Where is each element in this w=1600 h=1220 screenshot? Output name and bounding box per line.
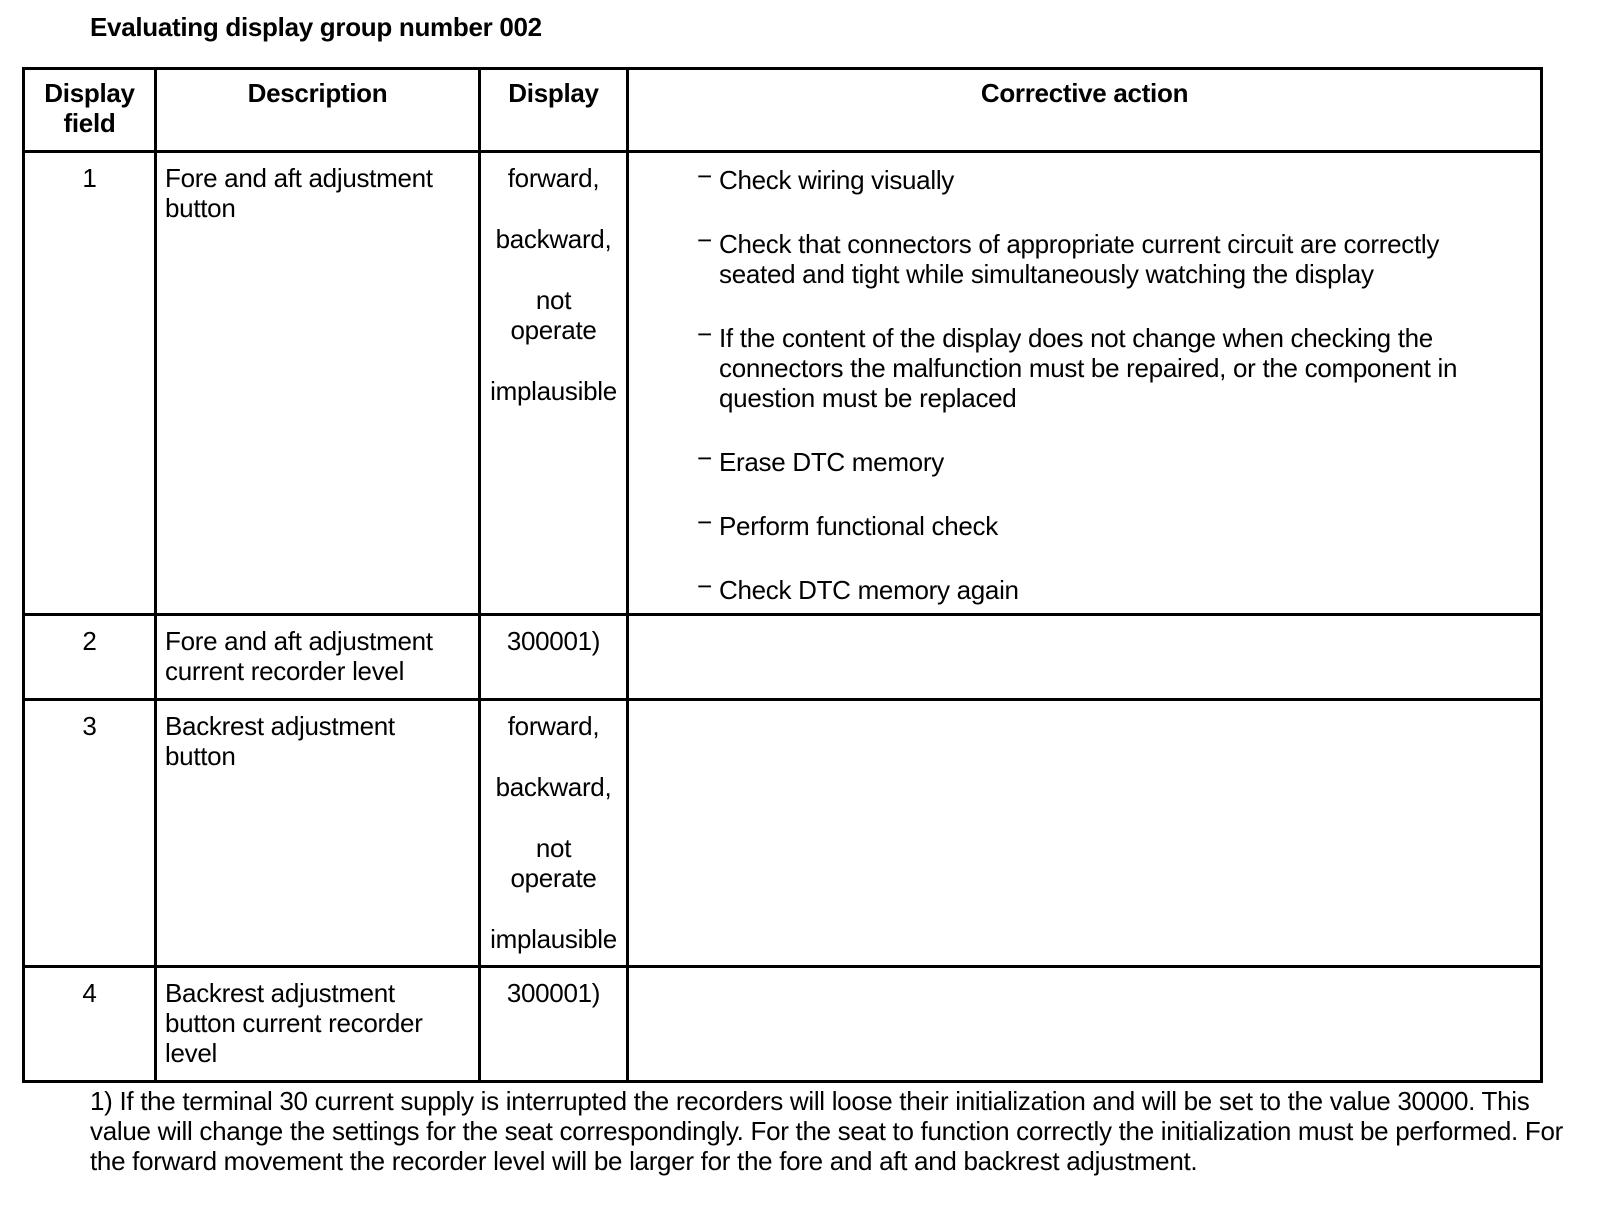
display-value: backward, [495, 224, 612, 254]
display-value: not operate [510, 285, 597, 345]
action-text: Erase DTC memory [719, 447, 944, 477]
display-value: implausible [490, 924, 617, 954]
display-field-cell: 4 [24, 967, 156, 1082]
description-cell: Fore and aft adjustment current recorder level [156, 615, 480, 700]
dash-icon: − [697, 507, 712, 537]
display-value: forward, [507, 711, 600, 741]
dash-icon: − [697, 319, 712, 349]
footnote: 1) If the terminal 30 current supply is interrupted the recorders will loose their initialization and will be set to the value 30000. This value will change the settings for the seat correspondingly. For the seat to function correctly the initialization must be performed. For the forward movement the recorder level will be larger for the fore and aft and backrest adjustment. [90, 1086, 1563, 1176]
list-item [697, 571, 1520, 605]
corrective-action-cell [628, 615, 1542, 700]
list-item [697, 443, 1520, 477]
dash-icon: − [697, 161, 712, 191]
display-cell [480, 152, 628, 615]
display-field-cell: 1 [24, 152, 156, 615]
list-item [697, 161, 1520, 195]
display-group-table [22, 67, 1543, 1083]
display-field-cell: 3 [24, 700, 156, 967]
action-text: Check that connectors of appropriate current circuit are correctly seated and tight while simultaneously watching the display [719, 229, 1440, 289]
table-row [24, 700, 1542, 967]
dash-icon: − [697, 443, 712, 473]
display-field-cell: 2 [24, 615, 156, 700]
header-display-field: Display field [24, 69, 156, 152]
corrective-action-list [697, 161, 1520, 605]
header-description: Description [156, 69, 480, 152]
display-value: 300001) [506, 978, 601, 1008]
action-text: If the content of the display does not change when checking the connectors the malfunction must be repaired, or the component in question must be replaced [719, 323, 1458, 413]
corrective-action-cell [628, 152, 1542, 615]
header-display: Display [480, 69, 628, 152]
description-cell: Fore and aft adjustment button [156, 152, 480, 615]
display-value: not operate [510, 833, 597, 893]
action-text: Check wiring visually [719, 165, 955, 195]
action-text: Perform functional check [719, 511, 998, 541]
list-item [697, 225, 1520, 289]
display-cell [480, 615, 628, 700]
dash-icon: − [697, 571, 712, 601]
display-cell [480, 967, 628, 1082]
corrective-action-cell [628, 967, 1542, 1082]
description-cell: Backrest adjustment button current recorder level [156, 967, 480, 1082]
table-row [24, 615, 1542, 700]
list-item [697, 507, 1520, 541]
table-row [24, 967, 1542, 1082]
action-text: Check DTC memory again [719, 575, 1019, 605]
list-item [697, 319, 1520, 413]
corrective-action-cell [628, 700, 1542, 967]
display-value: 300001) [506, 626, 601, 656]
header-corrective-action: Corrective action [628, 69, 1542, 152]
dash-icon: − [697, 225, 712, 255]
table-row [24, 152, 1542, 615]
description-cell: Backrest adjustment button [156, 700, 480, 967]
display-value: forward, [507, 163, 600, 193]
display-value: backward, [495, 772, 612, 802]
display-cell [480, 700, 628, 967]
display-value: implausible [490, 376, 617, 406]
table-header-row [24, 69, 1542, 152]
page-title: Evaluating display group number 002 [90, 12, 542, 42]
